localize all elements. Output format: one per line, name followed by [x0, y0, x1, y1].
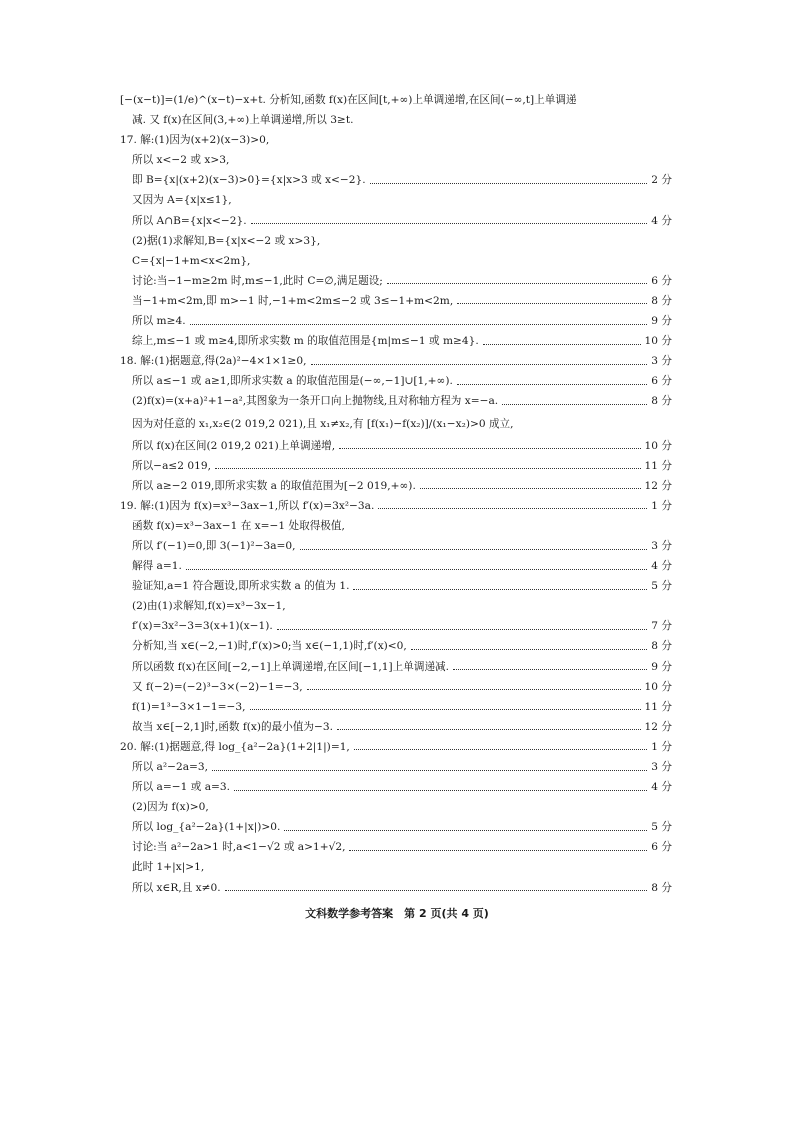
- answer-line: [120, 596, 672, 616]
- dot-leader: [354, 749, 647, 750]
- answer-line: [120, 436, 672, 456]
- answer-line-text: 所以 log_{a²−2a}(1+|x|)>0.: [132, 821, 281, 834]
- dot-leader: [339, 448, 640, 449]
- answer-line-text: 所以 A∩B={x|x<−2}.: [132, 214, 247, 227]
- answer-line: [120, 536, 672, 556]
- answer-line-text: 故当 x∈[−2,1]时,函数 f(x)的最小值为−3.: [132, 720, 333, 733]
- dot-leader: [300, 549, 648, 550]
- score-label: 9 分: [651, 660, 672, 673]
- dot-leader: [502, 404, 647, 405]
- answer-line-text: 19. 解:(1)因为 f(x)=x³−3ax−1,所以 f′(x)=3x²−3a.: [120, 499, 375, 512]
- dot-leader: [186, 569, 647, 570]
- answer-line-text: 所以 x<−2 或 x>3,: [132, 154, 230, 167]
- answer-line-text: (2)据(1)求解知,B={x|x<−2 或 x>3},: [132, 234, 321, 247]
- answer-line-text: 此时 1+|x|>1,: [132, 861, 205, 874]
- answer-line: [120, 331, 672, 351]
- dot-leader: [349, 850, 647, 851]
- answer-line-text: 所以 a≥−2 019,即所求实数 a 的取值范围为[−2 019,+∞).: [132, 479, 416, 492]
- answer-line-text: 讨论:当 a²−2a>1 时,a<1−√2 或 a>1+√2,: [132, 841, 346, 854]
- answer-line: [120, 857, 672, 877]
- dot-leader: [387, 283, 647, 284]
- answer-line-text: 减. 又 f(x)在区间(3,+∞)上单调递增,所以 3≥t.: [132, 114, 354, 127]
- dot-leader: [225, 890, 648, 891]
- answer-line: [120, 271, 672, 291]
- score-label: 4 分: [651, 560, 672, 573]
- answer-line: [120, 777, 672, 797]
- score-label: 8 分: [651, 395, 672, 408]
- answer-line: [120, 291, 672, 311]
- answer-line: [120, 717, 672, 737]
- answer-line: [120, 170, 672, 190]
- answer-line: [120, 677, 672, 697]
- answer-line: [120, 496, 672, 516]
- score-label: 8 分: [651, 640, 672, 653]
- score-label: 4 分: [651, 781, 672, 794]
- score-label: 3 分: [651, 355, 672, 368]
- score-label: 6 分: [651, 274, 672, 287]
- answer-line: [120, 837, 672, 857]
- dot-leader: [353, 589, 647, 590]
- page-footer: 文科数学参考答案 第 2 页(共 4 页): [305, 907, 489, 920]
- answer-line-text: 又 f(−2)=(−2)³−3×(−2)−1=−3,: [132, 680, 303, 693]
- answer-line: [120, 211, 672, 231]
- dot-leader: [307, 689, 641, 690]
- answer-line: [120, 757, 672, 777]
- dot-leader: [337, 729, 641, 730]
- dot-leader: [457, 303, 647, 304]
- answer-line: [120, 817, 672, 837]
- answer-line: [120, 412, 672, 436]
- dot-leader: [378, 508, 647, 509]
- score-label: 12 分: [644, 479, 672, 492]
- dot-leader: [212, 770, 647, 771]
- score-label: 7 分: [651, 620, 672, 633]
- answer-line: [120, 636, 672, 656]
- answer-line-text: 验证知,a=1 符合题设,即所求实数 a 的值为 1.: [132, 580, 350, 593]
- answer-line-text: 所以 x∈R,且 x≠0.: [132, 881, 221, 894]
- score-label: 1 分: [651, 499, 672, 512]
- dot-leader: [453, 669, 647, 670]
- answer-line: [120, 878, 672, 898]
- answer-line-text: 17. 解:(1)因为(x+2)(x−3)>0,: [120, 134, 270, 147]
- answer-line: [120, 657, 672, 677]
- answer-line-text: 又因为 A={x|x≤1},: [132, 194, 232, 207]
- score-label: 3 分: [651, 539, 672, 552]
- dot-leader: [311, 364, 648, 365]
- answer-line: [120, 697, 672, 717]
- answer-line-text: 所以 f′(−1)=0,即 3(−1)²−3a=0,: [132, 539, 296, 552]
- answer-line-text: 解得 a=1.: [132, 560, 182, 573]
- answer-line: [120, 576, 672, 596]
- dot-leader: [457, 384, 647, 385]
- answer-line: [120, 456, 672, 476]
- answer-line-text: 当−1+m<2m,即 m>−1 时,−1+m<2m≤−2 或 3≤−1+m<2m,: [132, 294, 454, 307]
- answer-line-text: 所以 a≤−1 或 a≥1,即所求实数 a 的取值范围是(−∞,−1]∪[1,+∞).: [132, 375, 453, 388]
- dot-leader: [234, 790, 647, 791]
- answer-line-text: 因为对任意的 x₁,x₂∈(2 019,2 021),且 x₁≠x₂,有 [f(x₁)−f(x₂)]/(x₁−x₂)>0 成立,: [132, 417, 514, 430]
- answer-line: [120, 616, 672, 636]
- answer-line-text: 18. 解:(1)据题意,得(2a)²−4×1×1≥0,: [120, 355, 307, 368]
- answer-line-text: 所以 f(x)在区间(2 019,2 021)上单调递增,: [132, 439, 336, 452]
- score-label: 8 分: [651, 294, 672, 307]
- dot-leader: [370, 183, 648, 184]
- dot-leader: [411, 649, 648, 650]
- score-label: 8 分: [651, 881, 672, 894]
- answer-line: [120, 476, 672, 496]
- answer-line: [120, 737, 672, 757]
- dot-leader: [250, 709, 641, 710]
- answer-line-text: [−(x−t)]=(1/e)^(x−t)−x+t. 分析知,函数 f(x)在区间[t,+∞)上单调递增,在区间(−∞,t]上单调递: [120, 94, 577, 106]
- score-label: 2 分: [651, 174, 672, 187]
- score-label: 3 分: [651, 761, 672, 773]
- score-label: 11 分: [644, 700, 672, 713]
- score-label: 4 分: [651, 214, 672, 227]
- dot-leader: [420, 488, 641, 489]
- answer-line-text: 20. 解:(1)据题意,得 log_{a²−2a}(1+2|1|)=1,: [120, 740, 350, 753]
- answer-line-text: 所以函数 f(x)在区间[−2,−1]上单调递增,在区间[−1,1]上单调递减.: [132, 660, 449, 673]
- answer-line-text: (2)f(x)=(x+a)²+1−a²,其图象为一条开口向上抛物线,且对称轴方程为 x=−a.: [132, 395, 499, 408]
- answer-line: [120, 251, 672, 271]
- answer-line: [120, 90, 672, 110]
- dot-leader: [215, 468, 641, 469]
- answer-line-text: C={x|−1+m<x<2m},: [132, 254, 251, 267]
- score-label: 1 分: [651, 740, 672, 753]
- answer-line-text: 所以−a≤2 019,: [132, 459, 211, 472]
- answer-line-text: 所以 m≥4.: [132, 315, 186, 328]
- dot-leader: [284, 830, 647, 831]
- score-label: 10 分: [644, 439, 672, 452]
- answer-line-text: 所以 a²−2a=3,: [132, 761, 209, 773]
- answer-line: [120, 150, 672, 170]
- answer-line: [120, 311, 672, 331]
- score-label: 10 分: [644, 680, 672, 693]
- answer-line: [120, 231, 672, 251]
- answer-line-text: f(1)=1³−3×1−1=−3,: [132, 700, 246, 713]
- answer-line: [120, 556, 672, 576]
- answer-line-text: 所以 a=−1 或 a=3.: [132, 781, 230, 794]
- answer-line-text: 分析知,当 x∈(−2,−1)时,f′(x)>0;当 x∈(−1,1)时,f′(x)<0,: [132, 640, 407, 653]
- answer-content: [120, 90, 672, 898]
- dot-leader: [483, 344, 641, 345]
- answer-line-text: (2)因为 f(x)>0,: [132, 801, 209, 814]
- answer-line-text: 综上,m≤−1 或 m≥4,即所求实数 m 的取值范围是{m|m≤−1 或 m≥4}.: [132, 335, 479, 348]
- score-label: 12 分: [644, 720, 672, 733]
- score-label: 10 分: [644, 335, 672, 348]
- answer-line-text: (2)由(1)求解知,f(x)=x³−3x−1,: [132, 600, 286, 613]
- answer-line-text: 即 B={x|(x+2)(x−3)>0}={x|x>3 或 x<−2}.: [132, 174, 366, 187]
- answer-line: [120, 110, 672, 130]
- dot-leader: [251, 223, 648, 224]
- answer-line: [120, 371, 672, 391]
- answer-line: [120, 190, 672, 210]
- dot-leader: [277, 629, 648, 630]
- score-label: 9 分: [651, 315, 672, 328]
- score-label: 6 分: [651, 841, 672, 854]
- score-label: 11 分: [644, 459, 672, 472]
- answer-line: [120, 797, 672, 817]
- answer-line: [120, 351, 672, 371]
- score-label: 5 分: [651, 580, 672, 593]
- answer-line-text: 函数 f(x)=x³−3ax−1 在 x=−1 处取得极值,: [132, 519, 345, 532]
- score-label: 6 分: [651, 375, 672, 388]
- answer-line: [120, 391, 672, 411]
- answer-line: [120, 130, 672, 150]
- answer-line-text: 讨论:当−1−m≥2m 时,m≤−1,此时 C=∅,满足题设;: [132, 274, 383, 287]
- answer-line-text: f′(x)=3x²−3=3(x+1)(x−1).: [132, 620, 273, 633]
- score-label: 5 分: [651, 821, 672, 834]
- dot-leader: [190, 324, 648, 325]
- answer-line: [120, 516, 672, 536]
